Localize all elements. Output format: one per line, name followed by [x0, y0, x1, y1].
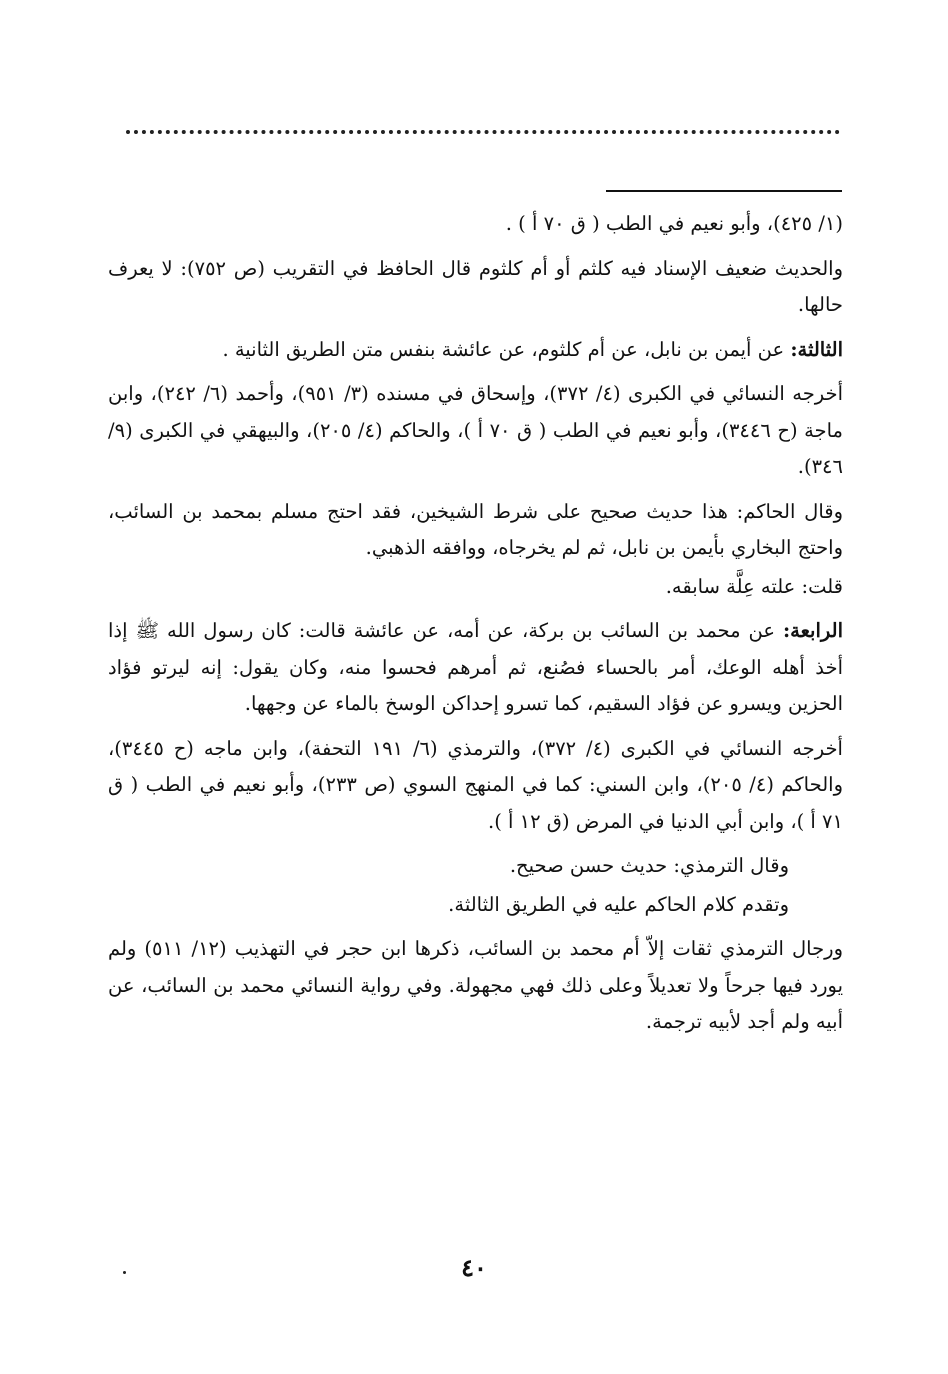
paragraph-3	[108, 332, 843, 369]
footnote-rule	[606, 190, 842, 192]
page-number: ٤٠	[461, 1253, 487, 1282]
section-dotted-separator	[126, 130, 840, 134]
paragraph-1	[108, 206, 843, 243]
scan-speck	[123, 1271, 126, 1274]
paragraph-9	[108, 848, 843, 885]
paragraph-9-text: وقال الترمذي: حديث حسن صحيح.	[509, 854, 789, 877]
paragraph-5	[108, 494, 843, 567]
paragraph-6-text: قلت: علته عِلَّة سابقه.	[665, 574, 843, 598]
paragraph-7	[108, 613, 843, 723]
paragraph-11-text: ورجال الترمذي ثقات إلاّ أم محمد بن السائب، ذكرها ابن حجر في التهذيب (١٢/ ٥١١) ولم يورد فيها جرحاً ولا تعديلاً وعلى ذلك فهي مجهولة. وفي رواية النسائي محمد بن السائب، عن أبيه ولم أجد لأبيه ترجمة.	[108, 937, 843, 1033]
paragraph-3-lead: الثالثة:	[790, 337, 843, 361]
paragraph-4	[108, 376, 843, 486]
paragraph-7-text: عن محمد بن السائب بن بركة، عن أمه، عن عائشة قالت: كان رسول الله ﷺ إذا أخذ أهله الوعك، أمر بالحساء فصُنع، ثم أمرهم فحسوا منه، وكان يقول: إنه ليرتو فؤاد الحزين ويسرو عن فؤاد السقيم، كما تسرو إحداكن الوسخ بالماء عن وجهها.	[108, 619, 843, 715]
paragraph-11	[108, 931, 843, 1041]
paragraph-3-text: عن أيمن بن نابل، عن أم كلثوم، عن عائشة بنفس متن الطريق الثانية .	[222, 337, 791, 361]
paragraph-8	[108, 731, 843, 841]
paragraph-4-text: أخرجه النسائي في الكبرى (٤/ ٣٧٢)، وإسحاق في مسنده (٣/ ٩٥١)، وأحمد (٦/ ٢٤٢)، وابن ماجة (ح ٣٤٤٦)، وأبو نعيم في الطب ( ق ٧٠ أ )، والحاكم (٤/ ٢٠٥)، والبيهقي في الكبرى (٩/ ٣٤٦).	[108, 382, 844, 478]
paragraph-5-text: وقال الحاكم: هذا حديث صحيح على شرط الشيخين، فقد احتج مسلم بمحمد بن السائب، واحتج البخاري بأيمن بن نابل، ثم لم يخرجاه، ووافقه الذهبي.	[108, 499, 843, 559]
paragraph-7-lead: الرابعة:	[782, 619, 843, 642]
paragraph-10	[108, 887, 843, 924]
paragraph-2	[108, 251, 843, 324]
paragraph-8-text: أخرجه النسائي في الكبرى (٤/ ٣٧٢)، والترمذي (٦/ ١٩١ التحفة)، وابن ماجه (ح ٣٤٤٥)، والحاكم (٤/ ٢٠٥)، وابن السني: كما في المنهج السوي (ص ٢٣٣)، وأبو نعيم في الطب ( ق ٧١ أ )، وابن أبي الدنيا في المرض (ق ١٢ أ ).	[108, 736, 843, 833]
paragraph-2-text: والحديث ضعيف الإسناد فيه كلثم أو أم كلثوم قال الحافظ في التقريب (ص ٧٥٢): لا يعرف حالها.	[108, 256, 843, 316]
paragraph-6	[108, 569, 843, 606]
paragraph-10-text: وتقدم كلام الحاكم عليه في الطريق الثالثة.	[448, 892, 789, 916]
page-body	[108, 206, 843, 1049]
paragraph-1-text: (١/ ٤٢٥)، وأبو نعيم في الطب ( ق ٧٠ أ ) .	[505, 212, 843, 235]
